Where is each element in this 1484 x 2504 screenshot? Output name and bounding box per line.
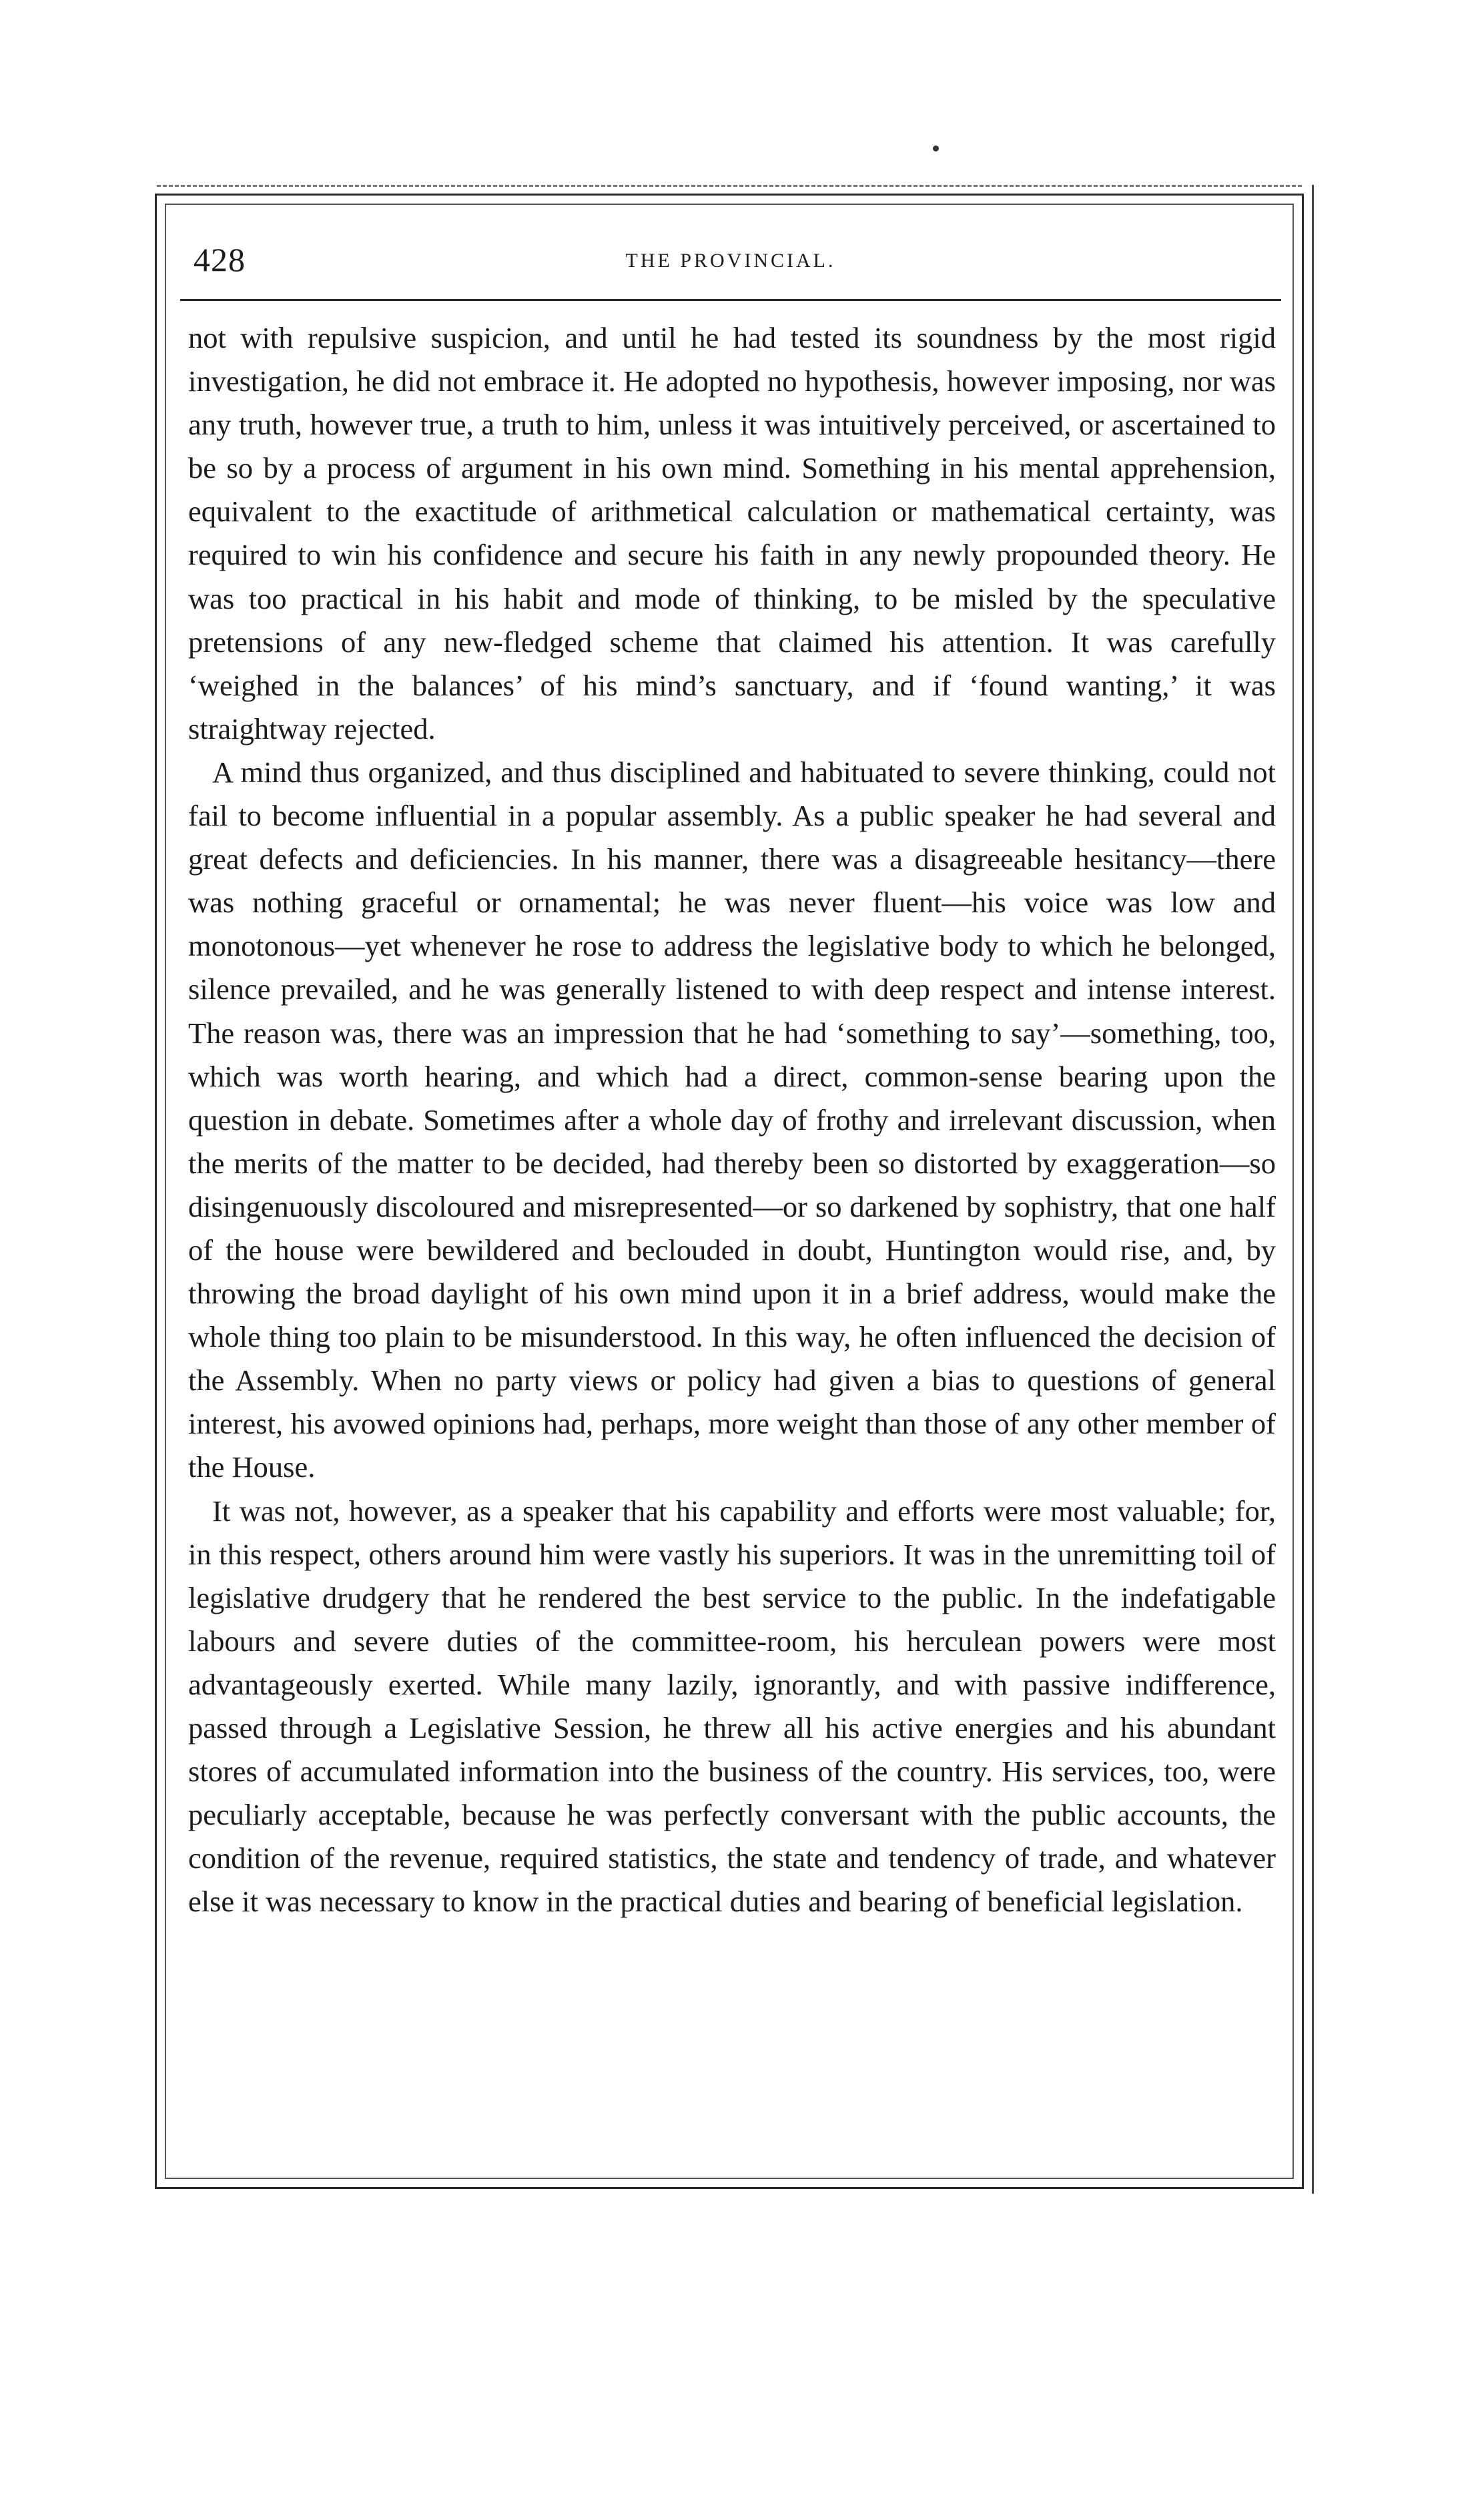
running-head: THE PROVINCIAL. xyxy=(625,250,836,272)
ink-dot xyxy=(933,145,939,151)
border-right-rule xyxy=(1312,185,1314,2194)
body-text xyxy=(188,316,1276,1923)
header-rule xyxy=(180,299,1281,301)
page-number: 428 xyxy=(194,241,246,278)
paragraph: It was not, however, as a speaker that his capability and efforts were most valuable; for, in this respect, others around him were vastly his superiors. It was in the unremitting toil of legislative drudgery that he rendered the best service to the public. In the indefatigable labours and severe duties of the committee-room, his herculean powers were most advantageously exerted. While many lazily, ignorantly, and with passive indifference, passed through a Legislative Session, he threw all his active energies and his abundant stores of accumulated information into the business of the country. His services, too, were peculiarly acceptable, because he was perfectly conversant with the public accounts, the condition of the revenue, required statistics, the state and tendency of trade, and whatever else it was necessary to know in the practical duties and bearing of beneficial legislation. xyxy=(188,1494,1276,1919)
page-header xyxy=(194,238,1268,291)
paragraph: A mind thus organized, and thus disciplined and habituated to severe thinking, could not fail to become influential in a popular assembly. As a public speaker he had several and great defects and deficiencies. In his manner, there was a disagreeable hesitancy—there was nothing graceful or ornamental; he was never fluent—his voice was low and monotonous—yet whenever he rose to address the legislative body to which he belonged, silence prevailed, and he was generally listened to with deep respect and intense interest. The reason was, there was an impression that he had ‘something to say’—something, too, which was worth hearing, and which had a direct, common-sense bearing upon the question in debate. Sometimes after a whole day of frothy and irrelevant discussion, when the merits of the matter to be decided, had thereby been so distorted by exaggeration—so disingenuously discoloured and misrepresented—or so darkened by sophistry, that one half of the house were bewildered and beclouded in doubt, Huntington would rise, and, by throwing the broad daylight of his own mind upon it in a brief address, would make the whole thing too plain to be misunderstood. In this way, he often influenced the decision of the Assembly. When no party views or policy had given a bias to questions of general interest, his avowed opinions had, perhaps, more weight than those of any other member of the House. xyxy=(188,755,1276,1484)
paragraph-continued: not with repulsive suspicion, and until he had tested its soundness by the most rigid investigation, he did not embrace it. He adopted no hypothesis, however imposing, nor was any truth, however true, a truth to him, unless it was intuitively perceived, or ascertained to be so by a process of argument in his own mind. Something in his mental apprehension, equivalent to the exactitude of arithmetical calculation or mathematical certainty, was required to win his confidence and secure his faith in any newly propounded theory. He was too practical in his habit and mode of thinking, to be misled by the speculative pretensions of any new-fledged scheme that claimed his attention. It was carefully ‘weighed in the balances’ of his mind’s sanctuary, and if ‘found wanting,’ it was straightway rejected. xyxy=(188,321,1276,745)
border-top-rule xyxy=(157,185,1302,187)
